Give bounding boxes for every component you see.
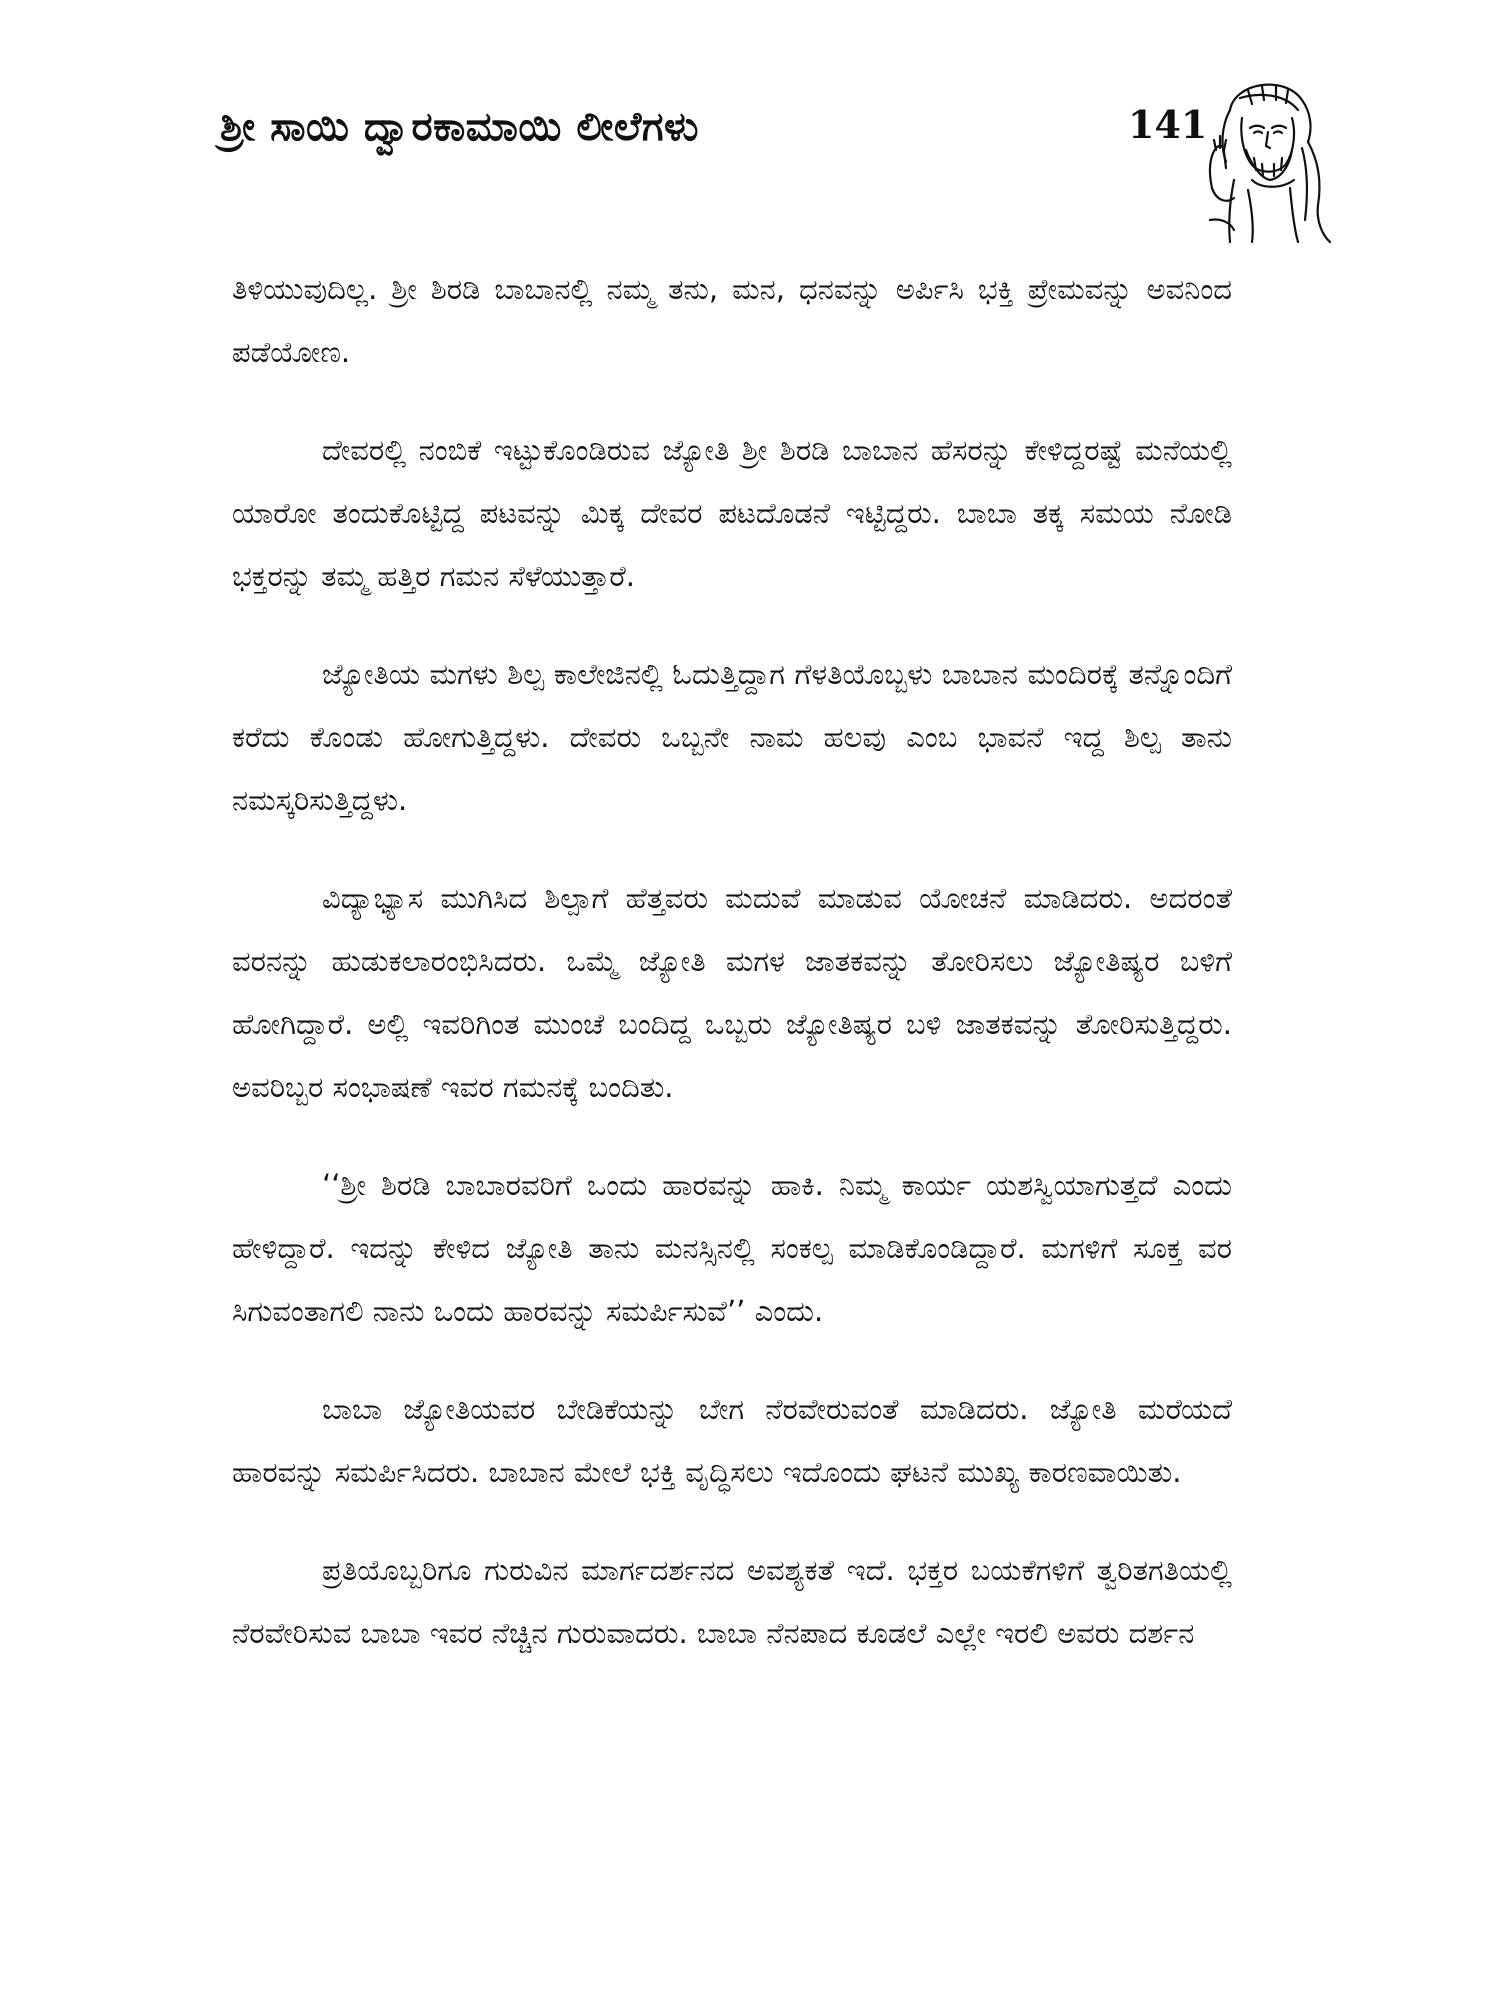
running-title: ಶ್ರೀ ಸಾಯಿ ದ್ವಾರಕಾಮಾಯಿ ಲೀಲೆಗಳು [220,104,699,150]
sai-baba-portrait-icon [1190,70,1340,245]
paragraph-3: ಜ್ಯೋತಿಯ ಮಗಳು ಶಿಲ್ಪ ಕಾಲೇಜಿನಲ್ಲಿ ಓದುತ್ತಿದ್ದಾಗ ಗೆಳತಿಯೊಬ್ಬಳು ಬಾಬಾನ ಮಂದಿರಕ್ಕೆ ತನ್ನೊಂದಿಗೆ ಕರೆದು ಕೊಂಡು ಹೋಗುತ್ತಿದ್ದಳು. ದೇವರು ಒಬ್ಬನೇ ನಾಮ ಹಲವು ಎಂಬ ಭಾವನೆ ಇದ್ದ ಶಿಲ್ಪ ತಾನು ನಮಸ್ಕರಿಸುತ್ತಿದ್ದಳು. [232,657,1232,817]
paragraph-4: ವಿದ್ಯಾಭ್ಯಾಸ ಮುಗಿಸಿದ ಶಿಲ್ಪಾಗೆ ಹೆತ್ತವರು ಮದುವೆ ಮಾಡುವ ಯೋಚನೆ ಮಾಡಿದರು. ಅದರಂತೆ ವರನನ್ನು ಹುಡುಕಲಾರಂಭಿಸಿದರು. ಒಮ್ಮೆ ಜ್ಯೋತಿ ಮಗಳ ಜಾತಕವನ್ನು ತೋರಿಸಲು ಜ್ಯೋತಿಷ್ಯರ ಬಳಿಗೆ ಹೋಗಿದ್ದಾರೆ. ಅಲ್ಲಿ ಇವರಿಗಿಂತ ಮುಂಚೆ ಬಂದಿದ್ದ ಒಬ್ಬರು ಜ್ಯೋತಿಷ್ಯರ ಬಳಿ ಜಾತಕವನ್ನು ತೋರಿಸುತ್ತಿದ್ದರು. ಅವರಿಬ್ಬರ ಸಂಭಾಷಣೆ ಇವರ ಗಮನಕ್ಕೆ ಬಂದಿತು. [232,881,1232,1104]
paragraph-5: ‘‘ಶ್ರೀ ಶಿರಡಿ ಬಾಬಾರವರಿಗೆ ಒಂದು ಹಾರವನ್ನು ಹಾಕಿ. ನಿಮ್ಮ ಕಾರ್ಯ ಯಶಸ್ವಿಯಾಗುತ್ತದೆ ಎಂದು ಹೇಳಿದ್ದಾರೆ. ಇದನ್ನು ಕೇಳಿದ ಜ್ಯೋತಿ ತಾನು ಮನಸ್ಸಿನಲ್ಲಿ ಸಂಕಲ್ಪ ಮಾಡಿಕೊಂಡಿದ್ದಾರೆ. ಮಗಳಿಗೆ ಸೂಕ್ತ ವರ ಸಿಗುವಂತಾಗಲಿ ನಾನು ಒಂದು ಹಾರವನ್ನು ಸಮರ್ಪಿಸುವೆ’’ ಎಂದು. [232,1168,1232,1328]
page-number: 141 [1128,102,1208,147]
paragraph-7: ಪ್ರತಿಯೊಬ್ಬರಿಗೂ ಗುರುವಿನ ಮಾರ್ಗದರ್ಶನದ ಅವಶ್ಯಕತೆ ಇದೆ. ಭಕ್ತರ ಬಯಕೆಗಳಿಗೆ ತ್ವರಿತಗತಿಯಲ್ಲಿ ನೆರವೇರಿಸುವ ಬಾಬಾ ಇವರ ನೆಚ್ಚಿನ ಗುರುವಾದರು. ಬಾಬಾ ನೆನಪಾದ ಕೂಡಲೆ ಎಲ್ಲೇ ಇರಲಿ ಅವರು ದರ್ಶನ [232,1553,1232,1650]
paragraph-1: ತಿಳಿಯುವುದಿಲ್ಲ. ಶ್ರೀ ಶಿರಡಿ ಬಾಬಾನಲ್ಲಿ ನಮ್ಮ ತನು, ಮನ, ಧನವನ್ನು ಅರ್ಪಿಸಿ ಭಕ್ತಿ ಪ್ರೇಮವನ್ನು ಅವನಿಂದ ಪಡೆಯೋಣ. [232,272,1232,369]
page-header [0,0,1500,250]
paragraph-2: ದೇವರಲ್ಲಿ ನಂಬಿಕೆ ಇಟ್ಟುಕೊಂಡಿರುವ ಜ್ಯೋತಿ ಶ್ರೀ ಶಿರಡಿ ಬಾಬಾನ ಹೆಸರನ್ನು ಕೇಳಿದ್ದರಷ್ಟೆ ಮನೆಯಲ್ಲಿ ಯಾರೋ ತಂದುಕೊಟ್ಟಿದ್ದ ಪಟವನ್ನು ಮಿಕ್ಕ ದೇವರ ಪಟದೊಡನೆ ಇಟ್ಟಿದ್ದರು. ಬಾಬಾ ತಕ್ಕ ಸಮಯ ನೋಡಿ ಭಕ್ತರನ್ನು ತಮ್ಮ ಹತ್ತಿರ ಗಮನ ಸೆಳೆಯುತ್ತಾರೆ. [232,433,1232,593]
paragraph-6: ಬಾಬಾ ಜ್ಯೋತಿಯವರ ಬೇಡಿಕೆಯನ್ನು ಬೇಗ ನೆರವೇರುವಂತೆ ಮಾಡಿದರು. ಜ್ಯೋತಿ ಮರೆಯದೆ ಹಾರವನ್ನು ಸಮರ್ಪಿಸಿದರು. ಬಾಬಾನ ಮೇಲೆ ಭಕ್ತಿ ವೃದ್ಧಿಸಲು ಇದೊಂದು ಘಟನೆ ಮುಖ್ಯ ಕಾರಣವಾಯಿತು. [232,1392,1232,1489]
page-body [232,258,1232,1700]
